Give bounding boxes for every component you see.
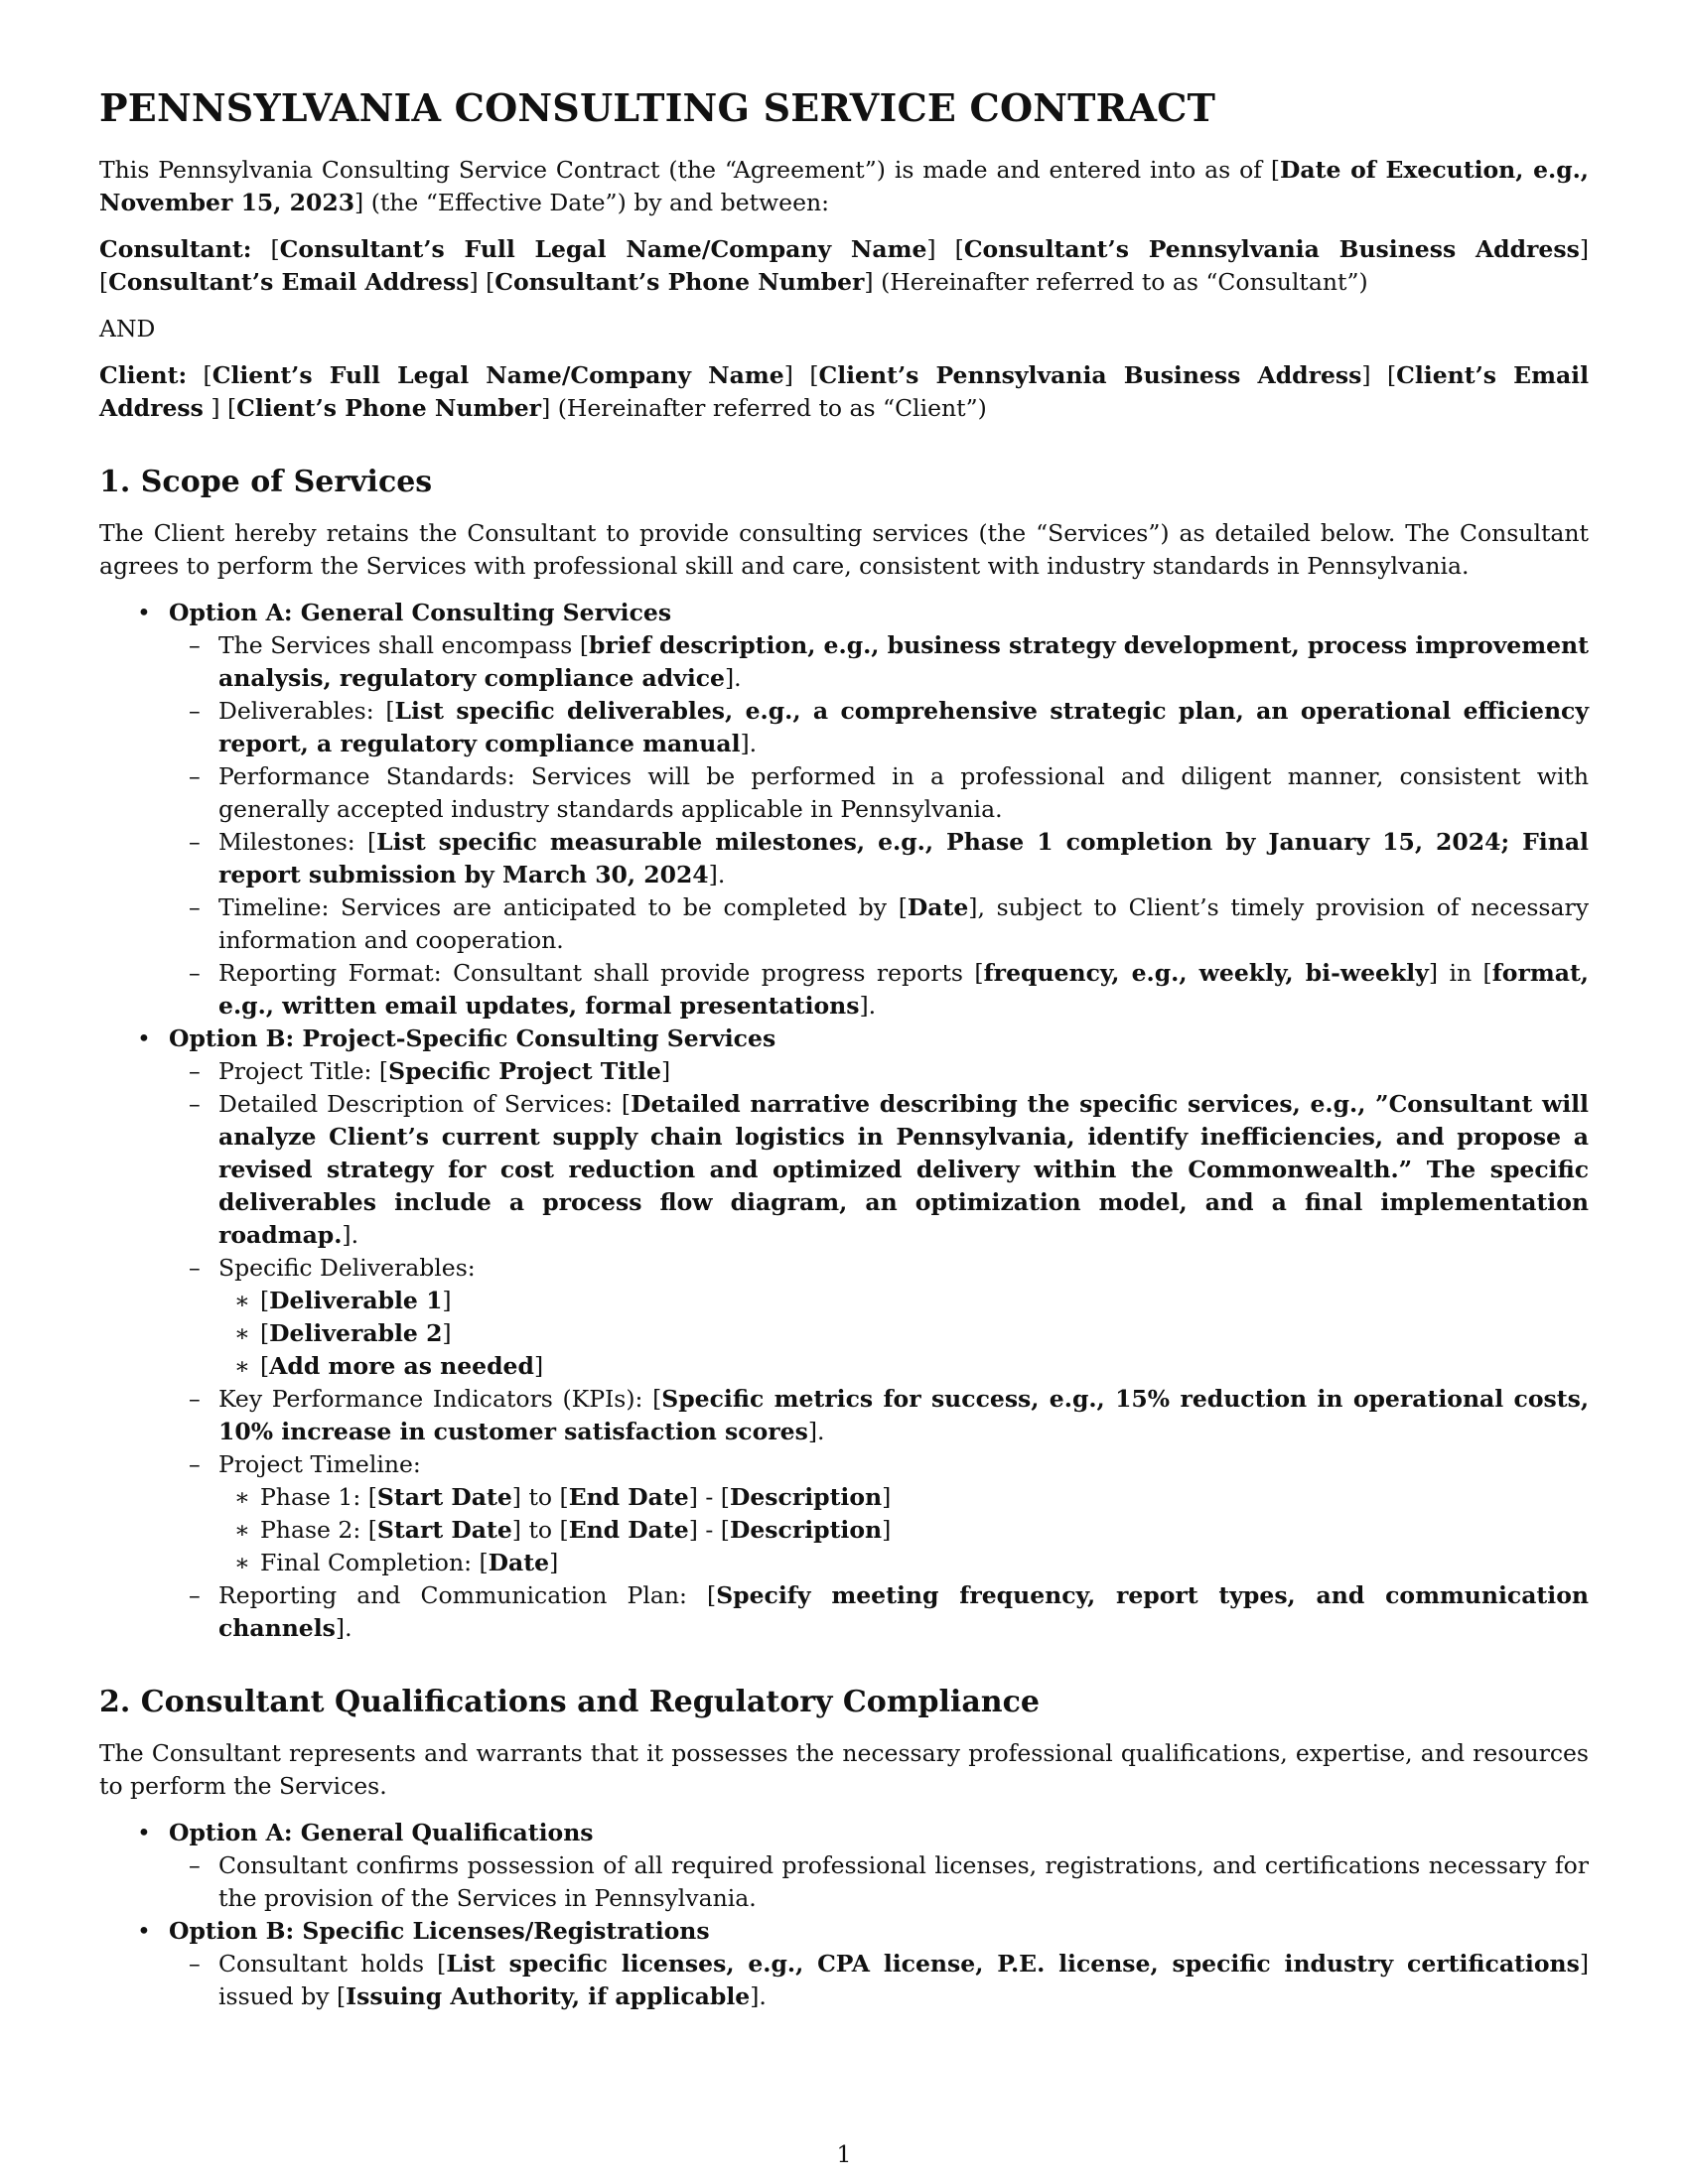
list-item: – Performance Standards: Services will be performed in a professional and diligent manner, consistent with generally accepted industry standards applicable in Pennsylvania. <box>189 762 1589 823</box>
option-b-item: • Option B: Specific Licenses/Registrations – Consultant holds [List specific licenses, e.g., CPA license, P.E. license, specific industry certifications] issued by [Issuing Authority, if applicable]. <box>99 1915 1589 2013</box>
bullet-icon: • <box>137 1024 151 1052</box>
client-block: Client: [Client’s Full Legal Name/Company Name] [Client’s Pennsylvania Business Address] [Client’s Email Address ] [Client’s Phone Number] (Hereinafter referred to as “Client”) <box>99 361 1590 422</box>
timeline-item: ∗ Phase 1: [Start Date] to [End Date] - [Description] <box>234 1483 892 1511</box>
timeline-item: ∗ Phase 2: [Start Date] to [End Date] - [Description] <box>234 1516 892 1544</box>
list-item: – Consultant confirms possession of all required professional licenses, registrations, and certifications necessary for the provision of the Services in Pennsylvania. <box>189 1851 1589 1912</box>
list-item: – Detailed Description of Services: [Detailed narrative describing the specific services, e.g., ”Consultant will analyze Client’s current supply chain logistics in Pennsylvania, identify inefficiencies, and propose a revised strategy for cost reduction and optimized delivery within the Commonwealth.” The specific deliverables include a process flow diagram, an optimization model, and a final implementation roadmap.]. <box>189 1090 1589 1249</box>
list-item: – Project Timeline: ∗ Phase 1: [Start Date] to [End Date] - [Description] ∗ Phase 2: [Start Date] to [End Date] - [Description] ∗ Final Completion: [Date] <box>159 1448 1589 1579</box>
option-a-item: • Option A: General Consulting Services – The Services shall encompass [brief description, e.g., business strategy development, process improvement analysis, regulatory compliance advice]. – Deliverables: [List specific deliverables, e.g., a comprehensive strategic plan, an operational efficiency report, a regulatory compliance manual]. – Performance Standards: Services will be performed in a professional and diligent manner, consistent with generally accepted industry standards applicable in Pennsylvania. – Milestones: [List specific measurable milestones, e.g., Phase 1 completion by January 15, 2024; Final report submission by March 30, 2024]. – Timeline: Services are anticipated to be completed by [Date], subject to Client’s timely provision of necessary information and cooperation. – Reporting Format: Consultant shall provide progress reports [frequency, e.g., weekly, bi-weekly] in [format, e.g., written email updates, formal presentations]. <box>99 597 1589 1023</box>
list-item: – Key Performance Indicators (KPIs): [Specific metrics for success, e.g., 15% reduction in operational costs, 10% increase in customer satisfaction scores]. <box>189 1385 1590 1445</box>
bullet-icon: • <box>137 1819 151 1846</box>
section-2-heading: 2. Consultant Qualifications and Regulatory Compliance <box>99 1685 1040 1719</box>
list-item: – Timeline: Services are anticipated to be completed by [Date], subject to Client’s timely provision of necessary information and cooperation. <box>189 893 1589 954</box>
option-b-item: • Option B: Project-Specific Consulting Services – Project Title: [Specific Project Title] – Detailed Description of Services: [Detailed narrative describing the specific services, e.g., ”Consultant will analyze Client’s current supply chain logistics in Pennsylvania, identify inefficiencies, and propose a revised strategy for cost reduction and optimized delivery within the Commonwealth.” The specific deliverables include a process flow diagram, an optimization model, and a final implementation roadmap.]. – Specific Deliverables: ∗ [Deliverable 1] ∗ [Deliverable 2] ∗ [Add more as needed] – Key Performance Indicators (KPIs): [Specific metrics for success, e.g., 15% reduction in operational costs, 10% increase in customer satisfaction scores]. – Project Timeline: ∗ Phase 1: [Start Date] to [End Date] - [Description] ∗ Phase 2: [Start Date] to [End Date] - [Description] ∗ Final Completion: [Date] – Reporting and Communication Plan: [Specify meeting frequency, report types, and communication channels]. <box>99 1023 1589 1645</box>
and-separator: AND <box>99 315 156 342</box>
list-item: – Reporting and Communication Plan: [Specify meeting frequency, report types, and communication channels]. <box>189 1581 1589 1642</box>
timeline-item: ∗ Final Completion: [Date] <box>234 1549 559 1576</box>
deliverable-item: ∗ [Deliverable 1] <box>234 1287 452 1314</box>
list-item: – Consultant holds [List specific licenses, e.g., CPA license, P.E. license, specific industry certifications] issued by [Issuing Authority, if applicable]. <box>189 1950 1589 2010</box>
list-item: – Specific Deliverables: ∗ [Deliverable 1] ∗ [Deliverable 2] ∗ [Add more as needed] <box>159 1252 1589 1383</box>
deliverable-item: ∗ [Deliverable 2] <box>234 1319 452 1347</box>
list-item: – Project Title: [Specific Project Title] <box>189 1057 671 1085</box>
list-item: – Deliverables: [List specific deliverables, e.g., a comprehensive strategic plan, an operational efficiency report, a regulatory compliance manual]. <box>189 697 1589 757</box>
section-1-options <box>99 597 1589 1645</box>
bullet-icon: • <box>137 599 151 626</box>
option-a-item: • Option A: General Qualifications – Consultant confirms possession of all required professional licenses, registrations, and certifications necessary for the provision of the Services in Pennsylvania. <box>99 1817 1589 1915</box>
bullet-icon: • <box>137 1917 151 1945</box>
section-1-paragraph: The Client hereby retains the Consultant to provide consulting services (the “Services”) as detailed below. The Consultant agrees to perform the Services with professional skill and care, consistent with industry standards in Pennsylvania. <box>99 519 1589 580</box>
contract-title: PENNSYLVANIA CONSULTING SERVICE CONTRACT <box>99 85 1216 130</box>
deliverable-item: ∗ [Add more as needed] <box>234 1352 544 1380</box>
list-item: – The Services shall encompass [brief description, e.g., business strategy development, process improvement analysis, regulatory compliance advice]. <box>189 631 1589 692</box>
section-2-options <box>99 1817 1589 2013</box>
consultant-block: Consultant: [Consultant’s Full Legal Name/Company Name] [Consultant’s Pennsylvania Business Address] [Consultant’s Email Address] [Consultant’s Phone Number] (Hereinafter referred to as “Consultant”) <box>99 235 1590 296</box>
list-item: – Milestones: [List specific measurable milestones, e.g., Phase 1 completion by January 15, 2024; Final report submission by March 30, 2024]. <box>189 828 1589 888</box>
list-item: – Reporting Format: Consultant shall provide progress reports [frequency, e.g., weekly, bi-weekly] in [format, e.g., written email updates, formal presentations]. <box>189 959 1589 1020</box>
intro-paragraph: This Pennsylvania Consulting Service Contract (the “Agreement”) is made and entered into as of [Date of Execution, e.g., November 15, 2023] (the “Effective Date”) by and between: <box>99 156 1589 216</box>
section-2-paragraph: The Consultant represents and warrants that it possesses the necessary professional qualifications, expertise, and resources to perform the Services. <box>99 1739 1589 1800</box>
section-1-heading: 1. Scope of Services <box>99 465 433 499</box>
document-page <box>99 85 1589 2013</box>
page-number: 1 <box>836 2140 852 2168</box>
